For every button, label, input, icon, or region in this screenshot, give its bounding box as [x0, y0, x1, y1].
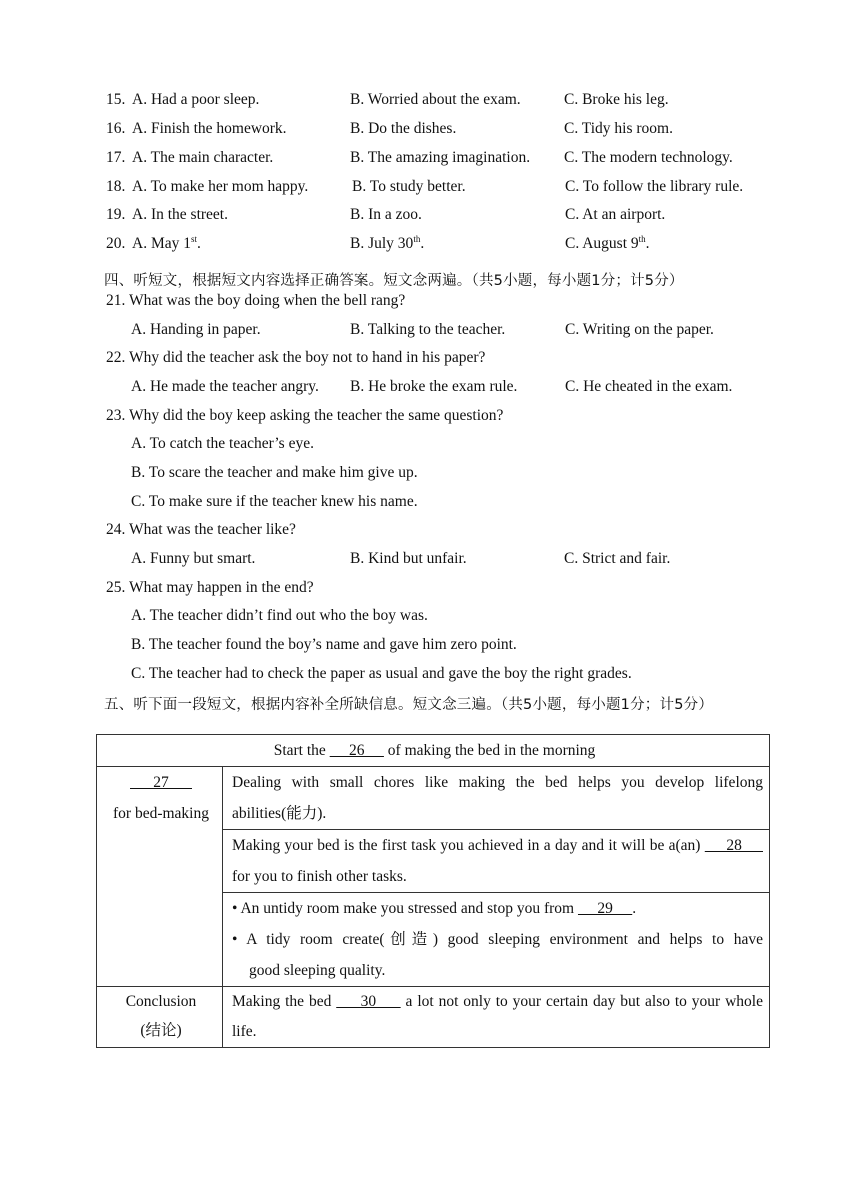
bullet-tidy-room-cont: good sleeping quality. — [249, 962, 386, 979]
reason-1-cell: Dealing with small chores like making the bed helps you develop lifelong abilities(能力). — [223, 767, 770, 830]
q17-option-c: C. The modern technology. — [564, 149, 733, 166]
reason-2-cell: Making your bed is the first task you achieved in a day and it will be a(an) 28 for you to finish other tasks. — [223, 830, 770, 893]
q20-option-c: C. August 9th. — [565, 233, 650, 252]
blank-29[interactable]: 29 — [577, 900, 633, 917]
q21-option-b: B. Talking to the teacher. — [350, 321, 506, 338]
q22-option-b: B. He broke the exam rule. — [350, 378, 518, 395]
q19-option-b: B. In a zoo. — [350, 206, 422, 223]
q22-option-c: C. He cheated in the exam. — [565, 378, 733, 395]
q21-question: 21. What was the boy doing when the bell rang? — [106, 292, 406, 309]
q25-option-a: A. The teacher didn’t find out who the boy was. — [131, 607, 428, 624]
q24-option-b: B. Kind but unfair. — [350, 550, 467, 567]
q17-number: 17. — [106, 149, 126, 166]
q19-option-c: C. At an airport. — [565, 206, 666, 223]
q21-option-a: A. Handing in paper. — [131, 321, 261, 338]
q24-question: 24. What was the teacher like? — [106, 521, 296, 538]
q17-option-b: B. The amazing imagination. — [350, 149, 531, 166]
q20-option-a: A. May 1st. — [132, 233, 201, 252]
q23-question: 23. Why did the boy keep asking the teacher the same question? — [106, 407, 504, 424]
q15-option-a-text: A. Had a poor sleep. — [132, 91, 260, 108]
q23-option-b: B. To scare the teacher and make him give up. — [131, 464, 418, 481]
conclusion-label-cn: (结论) — [140, 1022, 182, 1039]
bullet-tidy-room: • A tidy room create(创造) good sleeping environment and helps to have — [232, 931, 763, 948]
q23-option-c: C. To make sure if the teacher knew his name. — [131, 493, 418, 510]
bullet-untidy-room: • An untidy room make you stressed and stop you from 29 . — [232, 900, 637, 917]
q18-option-b: B. To study better. — [352, 178, 466, 195]
q16-option-c: C. Tidy his room. — [564, 120, 673, 137]
q17-option-a: A. The main character. — [132, 149, 274, 166]
q24-option-a: A. Funny but smart. — [131, 550, 256, 567]
blank-27[interactable]: 27 — [130, 774, 192, 791]
q16-option-b: B. Do the dishes. — [350, 120, 457, 137]
q20-option-b: B. July 30th. — [350, 233, 425, 252]
blank-26[interactable]: 26 — [329, 742, 384, 759]
q15-option-b: B. Worried about the exam. — [350, 91, 521, 108]
q22-question: 22. Why did the teacher ask the boy not to hand in his paper? — [106, 349, 486, 366]
q19-number: 19. — [106, 206, 126, 223]
table-row — [97, 987, 770, 1048]
q16-option-a: A. Finish the homework. — [132, 120, 287, 137]
q15-option-c: C. Broke his leg. — [564, 91, 669, 108]
q25-option-c: C. The teacher had to check the paper as usual and gave the boy the right grades. — [131, 665, 632, 682]
conclusion-cell: Making the bed 30 a lot not only to your certain day but also to your whole life. — [223, 987, 770, 1048]
table-row — [97, 767, 770, 830]
conclusion-label-cell — [97, 987, 223, 1048]
q22-option-a: A. He made the teacher angry. — [131, 378, 319, 395]
q25-option-b: B. The teacher found the boy’s name and gave him zero point. — [131, 636, 517, 653]
conclusion-label: Conclusion — [125, 993, 197, 1010]
table-header-row — [97, 735, 770, 767]
section4-heading: 四、听短文，根据短文内容选择正确答案。短文念两遍。（共5小题，每小题1分；计5分） — [104, 273, 684, 289]
blank-28[interactable]: 28 — [704, 837, 763, 854]
q24-option-c: C. Strict and fair. — [564, 550, 671, 567]
q23-option-a: A. To catch the teacher’s eye. — [131, 435, 314, 452]
blank-30[interactable]: 30 — [336, 993, 401, 1010]
section5-heading: 五、听下面一段短文，根据内容补全所缺信息。短文念三遍。（共5小题，每小题1分；计5分） — [104, 697, 714, 713]
reasons-label-cell — [97, 767, 223, 987]
q18-number: 18. — [106, 178, 126, 195]
q21-option-c: C. Writing on the paper. — [565, 321, 714, 338]
fill-in-table — [96, 734, 770, 1048]
reasons-label: for bed-making — [113, 805, 209, 822]
q18-option-a: A. To make her mom happy. — [132, 178, 309, 195]
q15-option-a: 15. — [106, 91, 126, 108]
reason-3-cell — [223, 893, 770, 987]
q16-number: 16. — [106, 120, 126, 137]
q18-option-c: C. To follow the library rule. — [565, 178, 744, 195]
q19-option-a: A. In the street. — [132, 206, 228, 223]
table-header-cell: Start the 26 of making the bed in the morning — [97, 735, 770, 767]
q20-number: 20. — [106, 235, 126, 252]
q25-question: 25. What may happen in the end? — [106, 579, 314, 596]
